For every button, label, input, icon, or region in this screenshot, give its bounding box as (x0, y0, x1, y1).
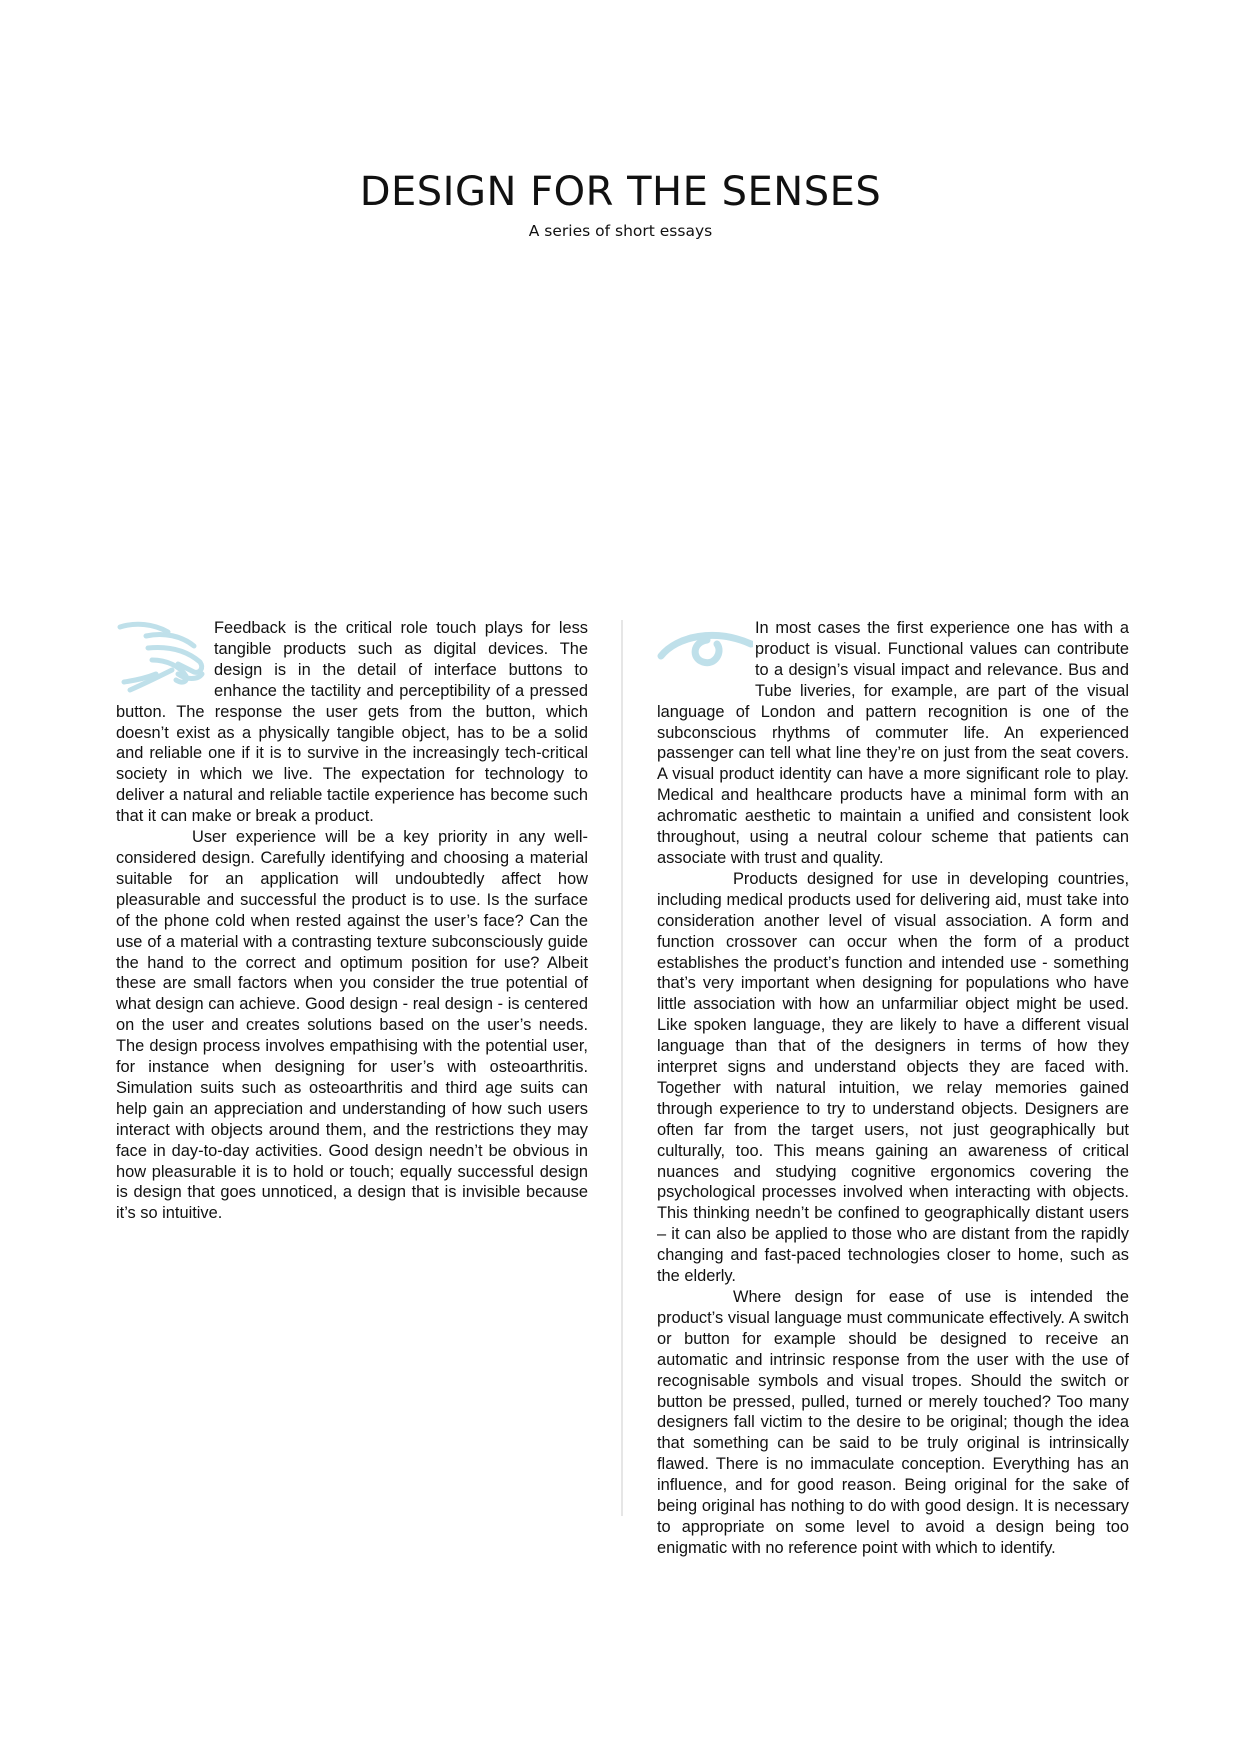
essay-sight (657, 618, 1129, 1559)
essay-touch-paragraph-1: Feedback is the critical role touch plays for less tangible products such as digital devices. The design is in the detail of interface buttons to enhance the tactility and perceptibility of a pressed button. The response the user gets from the button, which doesn’t exist as a physically tangible object, has to be a solid and reliable one if it is to survive in the increasingly tech-critical society in which we live. The expectation for technology to deliver a natural and reliable tactile experience has become such that it can make or break a product. (116, 619, 588, 826)
essay-sight-paragraph-1: In most cases the first experience one has with a product is visual. Functional values can contribute to a design’s visual impact and relevance. Bus and Tube liveries, for example, are part of the visual language of London and pattern recognition is one of the subconscious rhythms of commuter life. An experienced passenger can tell what line they’re on just from the seat covers. A visual product identity can have a more significant role to play. Medical and healthcare products have a minimal form with an achromatic aesthetic to maintain a unified and consistent look throughout, using a neutral colour scheme that patients can associate with trust and quality. (657, 619, 1129, 867)
essay-sight-paragraph-2: Products designed for use in developing countries, including medical products used for delivering aid, must take into consideration another level of visual association. A form and function crossover can occur when the form of a product establishes the product’s function and intended use - something that’s very important when designing for populations who have little association with how an unfarmiliar object might be used. Like spoken language, they are likely to have a different visual language than that of the designers in terms of how they interpret signs and understand objects they are faced with. Together with natural intuition, we relay memories gained through experience to try to understand objects. Designers are often far from the target users, not just geographically but culturally, too. This means gaining an awareness of critical nuances and studying cognitive ergonomics covering the psychological processes involved when interacting with objects. This thinking needn’t be confined to geographically distant users – it can also be applied to those who are distant from the rapidly changing and fast-paced technologies closer to home, such as the elderly. (657, 869, 1129, 1286)
essay-touch-paragraph-2: User experience will be a key priority in any well-considered design. Carefully identifying and choosing a material suitable for an application will undoubtedly affect how pleasurable and successful the product is to use. Is the surface of the phone cold when rested against the user’s face? Can the use of a material with a contrasting texture subconsciously guide the hand to the correct and optimum position for use? Albeit these are small factors when you consider the true potential of what design can achieve. Good design - real design - is centered on the user and creates solutions based on the user’s needs. The design process involves empathising with the potential user, for instance when designing for user’s with osteoarthritis. Simulation suits such as osteoarthritis and third age suits can help gain an appreciation and understanding of how such users interact with objects around them, and the restrictions they may face in day-to-day activities. Good design needn’t be obvious in how pleasurable it is to hold or touch; equally successful design is design that goes unnoticed, a design that is invisible because it’s so intuitive. (116, 828, 588, 1223)
page-subtitle: A series of short essays (528, 222, 713, 240)
page-title: DESIGN FOR THE SENSES (359, 169, 882, 215)
eye-icon (657, 618, 753, 694)
essay-touch (116, 618, 588, 1224)
column-divider (621, 620, 623, 1516)
hand-icon (116, 618, 212, 694)
essay-sight-paragraph-3: Where design for ease of use is intended the product’s visual language must communicate effectively. A switch or button for example should be designed to receive an automatic and intrinsic response from the user with the use of recognisable symbols and visual tropes. Should the switch or button be pressed, pulled, turned or merely touched? Too many designers fall victim to the desire to be original; though the idea that something can be said to be truly original is intrinsically flawed. There is no immaculate conception. Everything has an influence, and for good reason. Being original for the sake of being original has nothing to do with good design. It is necessary to appropriate on some level to avoid a design being too enigmatic with no reference point with which to identify. (657, 1288, 1129, 1557)
